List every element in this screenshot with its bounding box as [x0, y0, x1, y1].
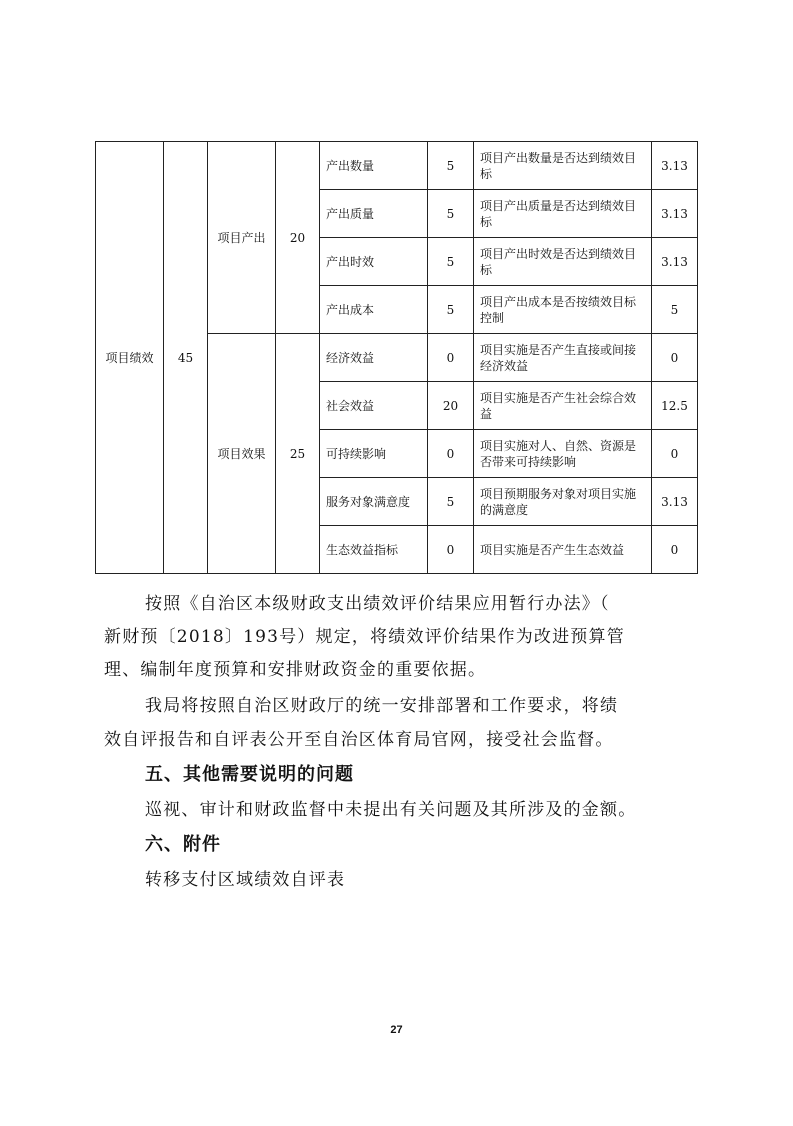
paragraph-line: 新财预〔2018〕193号）规定，将绩效评价结果作为改进预算管	[104, 627, 625, 647]
paragraph-line: 按照《自治区本级财政支出绩效评价结果应用暂行办法》（	[145, 594, 610, 614]
weight-cell: 0	[428, 526, 474, 574]
indicator-cell: 可持续影响	[320, 430, 428, 478]
indicator-cell: 产出时效	[320, 238, 428, 286]
paragraph-line: 转移支付区域绩效自评表	[145, 870, 346, 890]
indicator-cell: 产出质量	[320, 190, 428, 238]
indicator-cell: 服务对象满意度	[320, 478, 428, 526]
section-heading-5: 五、其他需要说明的问题	[145, 764, 354, 785]
table-row	[96, 142, 698, 190]
level1-score-cell: 45	[164, 142, 208, 574]
paragraph-line: 巡视、审计和财政监督中未提出有关问题及其所涉及的金额。	[145, 800, 637, 820]
score-cell: 3.13	[652, 190, 698, 238]
weight-cell: 5	[428, 478, 474, 526]
score-cell: 0	[652, 334, 698, 382]
indicator-cell: 经济效益	[320, 334, 428, 382]
score-cell: 3.13	[652, 478, 698, 526]
weight-cell: 5	[428, 238, 474, 286]
indicator-cell: 产出数量	[320, 142, 428, 190]
description-cell: 项目实施是否产生社会综合效益	[474, 382, 652, 430]
description-cell: 项目实施是否产生直接或间接经济效益	[474, 334, 652, 382]
indicator-cell: 生态效益指标	[320, 526, 428, 574]
group-score-cell: 20	[276, 142, 320, 334]
score-cell: 0	[652, 430, 698, 478]
description-cell: 项目产出成本是否按绩效目标控制	[474, 286, 652, 334]
score-cell: 12.5	[652, 382, 698, 430]
score-cell: 3.13	[652, 238, 698, 286]
description-cell: 项目实施是否产生生态效益	[474, 526, 652, 574]
paragraph-line: 理、编制年度预算和安排财政资金的重要依据。	[104, 660, 487, 680]
indicator-cell: 产出成本	[320, 286, 428, 334]
description-cell: 项目实施对人、自然、资源是否带来可持续影响	[474, 430, 652, 478]
weight-cell: 0	[428, 430, 474, 478]
weight-cell: 5	[428, 286, 474, 334]
score-cell: 3.13	[652, 142, 698, 190]
description-cell: 项目预期服务对象对项目实施的满意度	[474, 478, 652, 526]
description-cell: 项目产出数量是否达到绩效目标	[474, 142, 652, 190]
performance-table	[95, 141, 698, 574]
level1-indicator-cell: 项目绩效	[96, 142, 164, 574]
weight-cell: 20	[428, 382, 474, 430]
paragraph-line: 效自评报告和自评表公开至自治区体育局官网，接受社会监督。	[104, 730, 614, 750]
score-cell: 5	[652, 286, 698, 334]
page-number: 27	[390, 1024, 403, 1036]
weight-cell: 5	[428, 190, 474, 238]
description-cell: 项目产出质量是否达到绩效目标	[474, 190, 652, 238]
group-score-cell: 25	[276, 334, 320, 574]
description-cell: 项目产出时效是否达到绩效目标	[474, 238, 652, 286]
group-name-cell: 项目效果	[208, 334, 276, 574]
score-cell: 0	[652, 526, 698, 574]
indicator-cell: 社会效益	[320, 382, 428, 430]
section-heading-6: 六、附件	[145, 834, 221, 855]
weight-cell: 0	[428, 334, 474, 382]
paragraph-line: 我局将按照自治区财政厅的统一安排部署和工作要求，将绩	[145, 696, 619, 716]
group-name-cell: 项目产出	[208, 142, 276, 334]
weight-cell: 5	[428, 142, 474, 190]
